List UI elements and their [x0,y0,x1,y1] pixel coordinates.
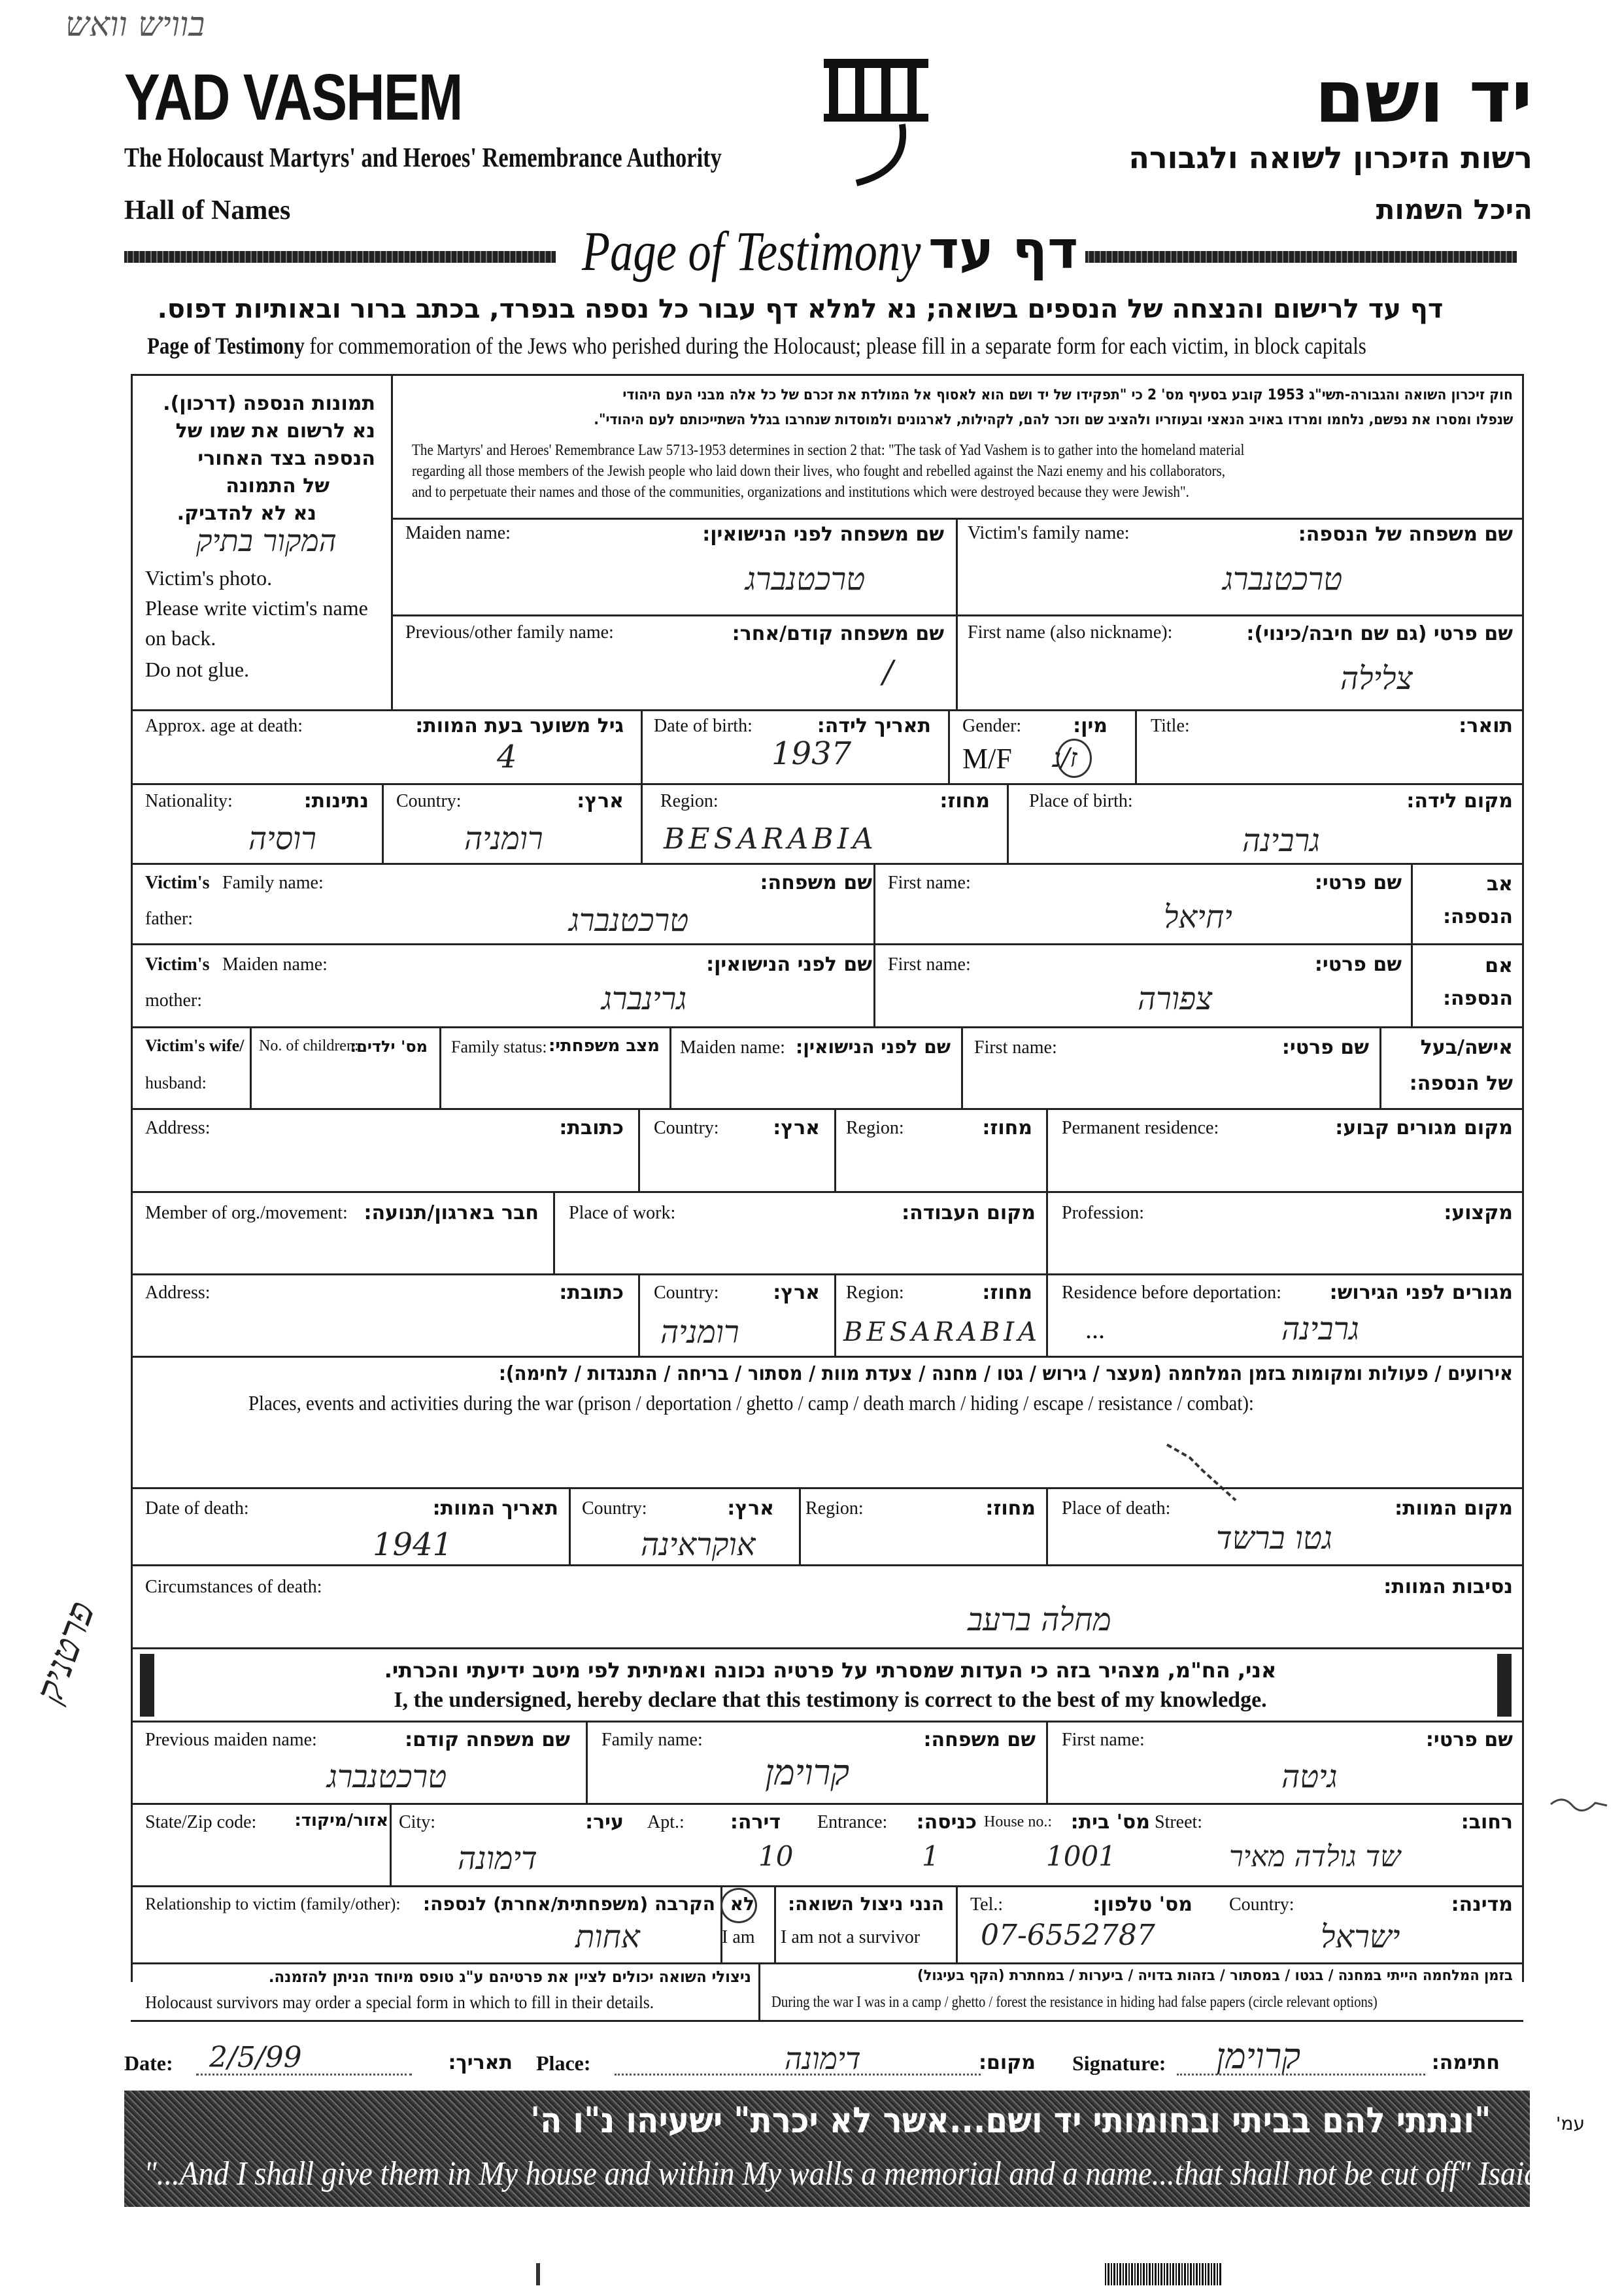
zip-label-he: אזור/מיקוד: [294,1811,388,1830]
law-he-1: חוק זיכרון השואה והגבורה-תשי"ג 1953 קובע בסעיף מס' 2 כי "תפקידו של יד ושם הוא לאסוף אל המולדת את זכרם של כל אלה מבני העם היהודי [622,387,1513,403]
spouse-first-label-he: שם פרטי: [1281,1036,1369,1059]
org-subtitle-he: רשות הזיכרון לשואה ולגבורה [1128,140,1532,175]
house-no-label: House no.: [984,1813,1052,1830]
col-divider [641,709,643,784]
bottom-mark-icon [536,2263,540,2285]
first-name-nick-label-he: שם פרטי (גם שם חיבה/כינוי): [1246,622,1513,645]
circ-value[interactable]: מחלה ברעב [968,1602,1111,1638]
relationship-value[interactable]: אחות [575,1919,640,1955]
father-family-label: Family name: [222,873,324,893]
form-top-border [131,374,1523,376]
dob-label: Date of birth: [654,716,753,736]
father-label: father: [145,909,194,929]
circ-label-he: נסיבות המוות: [1383,1575,1513,1598]
spouse-maiden-label-he: שם לפני הנישואין: [796,1036,951,1058]
res-address-label: Address: [145,1283,211,1303]
col-divider [873,863,875,945]
photo-en-4: Do not glue. [145,658,250,681]
sub-family-value[interactable]: קרוימן [765,1752,850,1793]
father-first-value[interactable]: יחיאל [1164,899,1232,935]
declaration-mark-right [1497,1654,1512,1717]
intro-he: דף עד לרישום והנצחה של הנספים בשואה; נא למלא דף עבור כל נספה בנפרד, בכתב ברור ובאותיות דפוס. [157,294,1444,324]
col-divider [439,1026,441,1110]
profession-label-he: מקצוע: [1444,1202,1513,1224]
children-label-he: מס' ילדים: [350,1037,428,1056]
house-no-value[interactable]: 1001 [1046,1840,1116,1872]
sub-first-label: First name: [1062,1730,1145,1750]
col-divider [250,1026,252,1110]
work-place-label-he: מקום העבודה: [902,1202,1036,1224]
mother-maiden-label-he: שם לפני הנישואין: [706,953,872,976]
mother-first-value[interactable]: צפורה [1138,981,1213,1017]
region-value[interactable]: BESARABIA [664,822,877,856]
row-divider [131,943,1523,945]
events-label-en: Places, events and activities during the war (prison / deportation / ghetto / camp / death march / hiding / escape / resistance / combat): [248,1391,1254,1415]
father-first-label-he: שם פרטי: [1314,871,1402,894]
col-divider [638,1108,640,1193]
page-title: Page of Testimony [582,220,921,282]
sub-country-label-he: מדינה: [1451,1893,1513,1916]
circ-label: Circumstances of death: [145,1577,322,1597]
pod-value[interactable]: גטו ברשד [1216,1520,1332,1556]
victim-family-label: Victim's family name: [968,523,1130,543]
row-divider [131,783,1523,785]
father-he-1: אב [1486,873,1513,896]
row-divider [131,1356,1523,1358]
photo-box-divider [391,374,393,711]
spouse-he-2: של הנספה: [1409,1072,1513,1095]
country-label-he: ארץ: [577,790,624,813]
house-no-label-he: מס' בית: [1070,1811,1150,1834]
res-region-label-he: מחוז: [982,1281,1032,1304]
res-before-prefix: ... [1085,1315,1105,1344]
footer-quote-en: "...And I shall give them in My house and within My walls a memorial and a name...that shall not be cut off" Isaiah 56:5 [144,2155,1619,2193]
photo-he-4: של התמונה [226,475,330,497]
wife-label: Victim's wife/ [145,1036,245,1055]
apt-label: Apt.: [647,1812,685,1832]
declaration-mark-left [140,1654,154,1717]
address-region-label-he: מחוז: [982,1117,1032,1139]
nationality-value[interactable]: רוסיה [248,820,316,857]
war-note-he: בזמן המלחמה הייתי במחנה / בגטו / במסתור / בזהות בדויה / ביערות / במחתרת (הקף בעיגול) [917,1968,1513,1984]
row-divider [131,1191,1523,1193]
sub-family-label: Family name: [601,1730,703,1750]
maiden-name-label-he: שם משפחה לפני הנישואין: [702,523,944,546]
city-label: City: [399,1812,436,1832]
street-value[interactable]: שד גולדה מאיר [1229,1840,1401,1874]
father-family-value[interactable]: טרכטנברג [569,902,689,939]
death-country-value[interactable]: אוקראינה [641,1526,756,1563]
place-value[interactable]: דימונה [785,2041,861,2076]
row-divider [131,1803,1523,1805]
sub-first-label-he: שם פרטי: [1425,1728,1513,1751]
col-divider [638,1273,640,1357]
signature-value[interactable]: קרוימן [1216,2036,1301,2077]
col-divider [956,518,958,616]
survivor-no-label: לא [730,1893,754,1915]
prev-maiden-label: Previous maiden name: [145,1730,317,1750]
work-place-label: Place of work: [569,1203,676,1223]
col-divider [961,1026,963,1110]
mother-first-label: First name: [888,954,971,975]
address-label-he: כתובת: [559,1117,624,1139]
col-divider [1046,1273,1048,1357]
row-divider [131,1108,1523,1110]
death-country-label-he: ארץ: [727,1497,774,1520]
prev-maiden-label-he: שם משפחה קודם: [405,1728,570,1751]
col-divider [774,1885,776,1964]
address-label: Address: [145,1118,211,1138]
col-divider [834,1273,836,1357]
org-name-he: יד ושם [1314,55,1532,139]
gender-options[interactable]: M/F [962,743,1012,775]
street-label-he: רחוב: [1461,1811,1513,1834]
mother-he-1: אם [1485,954,1513,977]
pob-label: Place of birth: [1029,791,1133,811]
photo-en-1: Victim's photo. [145,566,273,590]
apt-value[interactable]: 10 [758,1840,794,1872]
photo-en-2: Please write victim's name [145,596,368,620]
dod-label-he: תאריך המוות: [432,1497,558,1520]
dob-label-he: תאריך לידה: [817,714,931,737]
col-divider [956,614,958,711]
sub-country-label: Country: [1229,1894,1294,1915]
zip-label: State/Zip code: [145,1812,257,1832]
photo-he-2: נא לרשום את שמו של [175,420,375,443]
hall-label: Hall of Names [124,195,291,226]
profession-label: Profession: [1062,1203,1144,1223]
form-left-border [131,374,133,1982]
signature-line [1177,2074,1425,2076]
res-address-label-he: כתובת: [559,1281,624,1304]
law-he-2: שנפלו ומסרו את נפשם, נלחמו ומרדו באויב הנאצי ובעוזריו ולהציב שם וזכר להם, לקהילות, לארגונים ולמוסדות שנחרבו בגלל השתייכותם לעם היהודי". [593,412,1513,428]
events-stroke-icon [1164,1438,1242,1504]
declaration-he: אני, הח"מ, מצהיר בזה כי העדות שמסרתי על פרטיה נכונה ואמיתית לפי מיטב ידיעתי והכרתי. [384,1658,1277,1683]
date-label-he: תאריך: [448,2051,513,2074]
dod-value[interactable]: 1941 [373,1526,453,1563]
date-line [196,2074,412,2076]
age-label: Approx. age at death: [145,716,303,736]
title-label-he: תואר: [1459,714,1513,737]
address-country-label-he: ארץ: [773,1117,820,1139]
pob-label-he: מקום לידה: [1406,790,1513,813]
survivors-note-en: Holocaust survivors may order a special form in which to fill in their details. [145,1992,654,2012]
col-divider [956,1885,958,1964]
pob-value[interactable]: גרבינה [1242,822,1320,859]
father-victims-label: Victim's [145,873,210,893]
col-divider [553,1191,555,1275]
prev-family-value[interactable]: / [883,654,894,690]
dod-label: Date of death: [145,1498,249,1519]
mother-label: mother: [145,990,203,1011]
col-divider [1046,1108,1048,1193]
photo-he-1: תמונות הנספה (דרכון). [163,392,375,415]
death-country-label: Country: [582,1498,647,1519]
entrance-value[interactable]: 1 [922,1840,939,1872]
father-family-label-he: שם משפחה: [760,871,872,894]
page-title-he: דף עד [928,220,1079,280]
date-label: Date: [124,2051,173,2075]
hall-label-he: היכל השמות [1376,193,1532,226]
col-divider [1411,943,1413,1028]
photo-en-3: on back. [145,626,216,650]
gender-label-he: מין: [1073,714,1108,737]
spouse-first-label: First name: [974,1037,1057,1058]
spouse-he-1: אישה/בעל [1420,1036,1513,1059]
footer-corner-note: עמ' [1555,2113,1585,2134]
res-country-label-he: ארץ: [773,1281,820,1304]
res-before-label: Residence before deportation: [1062,1283,1281,1303]
row-divider [131,1273,1523,1275]
family-status-label: Family status: [451,1037,547,1056]
gender-circled[interactable] [1053,739,1125,775]
col-divider [948,709,950,784]
place-label-he: מקום: [979,2051,1036,2074]
row-divider [131,1564,1523,1566]
res-region-label: Region: [846,1283,904,1303]
mother-maiden-value[interactable]: גרינברג [601,981,687,1017]
first-name-value[interactable]: צלילה [1340,660,1413,697]
declaration-en: I, the undersigned, hereby declare that this testimony is correct to the best of my knowledge. [394,1688,1267,1712]
relationship-label: Relationship to victim (family/other): [145,1894,401,1913]
sub-first-value[interactable]: גיטה [1281,1758,1338,1795]
prev-family-label-he: שם משפחה קודם/אחר: [732,622,944,645]
member-org-label-he: חבר בארגון/תנועה: [364,1202,539,1224]
death-region-label: Region: [805,1498,864,1519]
col-divider [834,1108,836,1193]
col-divider [1411,863,1413,945]
col-divider [1046,1487,1048,1566]
col-divider [586,1721,588,1804]
row-divider [131,1647,1523,1649]
col-divider [873,943,875,1028]
tel-label-he: מס' טלפון: [1092,1893,1193,1916]
row-divider [131,709,1523,711]
victim-family-value[interactable]: טרכטנברג [1223,561,1343,597]
signature-label-he: חתימה: [1431,2051,1500,2074]
father-first-label: First name: [888,873,971,893]
title-label: Title: [1151,716,1190,736]
logo-icon [811,52,941,190]
father-he-2: הנספה: [1443,905,1513,928]
place-line [615,2074,981,2076]
intro-en-bold: Page of Testimony [147,333,305,359]
sub-country-value[interactable]: ישראל [1321,1919,1400,1955]
form-bottom-border [131,2020,1523,2022]
tel-label: Tel.: [970,1894,1004,1915]
city-value[interactable]: דימונה [458,1840,537,1877]
col-divider [641,783,643,865]
member-org-label: Member of org./movement: [145,1203,348,1223]
city-label-he: עיר: [585,1811,624,1834]
mother-he-2: הנספה: [1443,987,1513,1010]
row-divider [131,1026,1523,1028]
death-region-label-he: מחוז: [985,1497,1036,1520]
spouse-maiden-label: Maiden name: [680,1037,785,1058]
husband-label: husband: [145,1073,207,1092]
law-en-2: regarding all those members of the Jewish people who laid down their lives, who fought and rebelled against the Nazi enemy and his collaborators, [412,463,1225,480]
col-divider [1046,1191,1048,1275]
nationality-label: Nationality: [145,791,233,811]
row-divider [131,1962,1523,1964]
col-divider [382,783,384,865]
pod-label-he: מקום המוות: [1395,1497,1513,1520]
col-divider [758,1962,760,2020]
victim-family-label-he: שם משפחה של הנספה: [1298,523,1513,546]
sub-family-label-he: שם משפחה: [923,1728,1036,1751]
res-region-value[interactable]: BESARABIA [843,1317,1041,1347]
survivor-label-he: הנני ניצול השואה: [787,1893,944,1915]
footer-quote-he: "ונתתי להם בביתי ובחומותי יד ושם...אשר לא יכרת" ישעיהו נ"ו ה' [530,2100,1491,2141]
col-divider [569,1487,571,1566]
region-label: Region: [660,791,719,811]
survivors-note-he: ניצולי השואה יכולים לציין את פרטיהם ע"ג טופס מיוחד הניתן להזמנה. [268,1968,751,1986]
gender-circled-value: ז/נ [1053,743,1077,773]
photo-he-3: הנספה בצד האחורי [197,447,375,470]
col-divider [1046,1721,1048,1804]
col-divider [1135,709,1137,784]
date-value[interactable]: 2/5/99 [209,2041,302,2074]
place-label: Place: [536,2051,591,2075]
res-before-label-he: מגורים לפני הגירוש: [1329,1281,1513,1304]
mother-victims-label: Victim's [145,954,210,975]
intro-en-text: for commemoration of the Jews who perished during the Holocaust; please fill in a separate form for each victim, in block capitals [304,333,1366,359]
maiden-name-label: Maiden name: [405,523,511,543]
org-subtitle: The Holocaust Martyrs' and Heroes' Remembrance Authority [124,143,722,173]
col-divider [669,1026,671,1110]
entrance-label: Entrance: [817,1812,888,1832]
family-status-label-he: מצב משפחתי: [548,1036,660,1056]
side-note: פרטניק [26,1595,104,1709]
nationality-label-he: נתינות: [303,790,369,813]
i-am-label: I am [722,1927,755,1947]
photo-he-5: נא לא להדביק. [177,502,316,525]
events-label-he: אירועים / פעולות ומקומות בזמן המלחמה (מעצר / גירוש / גטו / מחנה / צעדת מוות / מסתור / בריחה / התנגדות / לחימה): [498,1362,1513,1385]
title-bar-right [1085,251,1517,263]
country-value[interactable]: רומניה [464,820,543,857]
mother-first-label-he: שם פרטי: [1314,953,1402,976]
perm-res-label: Permanent residence: [1062,1118,1219,1138]
res-country-label: Country: [654,1283,719,1303]
row-divider [131,1885,1523,1887]
intro-en [147,332,1366,360]
war-note-en: During the war I was in a camp / ghetto / forest the resistance in hiding had false papers (circle relevant options) [771,1994,1378,2011]
prev-maiden-value[interactable]: טרכטנברג [327,1758,447,1795]
entrance-label-he: כניסה: [916,1811,977,1834]
col-divider [390,1803,392,1887]
region-label-he: מחוז: [939,790,990,813]
not-survivor-label: I am not a survivor [781,1927,921,1947]
age-value[interactable]: 4 [497,739,517,775]
dob-value[interactable]: 1937 [771,735,852,772]
title-bar-left [124,251,556,263]
signature-label: Signature: [1072,2051,1166,2075]
row-divider [131,1721,1523,1723]
pod-label: Place of death: [1062,1498,1171,1519]
age-label-he: גיל משוער בעת המוות: [415,714,624,737]
country-label: Country: [396,791,462,811]
law-en-3: and to perpetuate their names and those of the communities, organizations and institutions which were destroyed because they were Jewish". [412,484,1189,501]
gender-label: Gender: [962,716,1022,736]
first-name-nick-label: First name (also nickname): [968,622,1173,643]
address-region-label: Region: [846,1118,904,1138]
org-name: YAD VASHEM [124,61,462,134]
res-before-value[interactable]: גרבינה [1281,1311,1359,1347]
col-divider [799,1487,801,1566]
res-country-value[interactable]: רומניה [660,1314,739,1351]
street-label: Street: [1155,1812,1203,1832]
photo-scribble: המקור בתיק [196,523,337,558]
tel-value[interactable]: 07-6552787 [981,1919,1155,1952]
perm-res-label-he: מקום מגורים קבוע: [1335,1117,1513,1139]
prev-family-label: Previous/other family name: [405,622,614,643]
address-country-label: Country: [654,1118,719,1138]
children-label: No. of children: [259,1037,359,1054]
row-divider [131,863,1523,865]
bottom-barcode-icon [1105,2263,1223,2285]
margin-scribble-icon [1549,1791,1608,1817]
apt-label-he: דירה: [730,1811,781,1834]
law-en-1: The Martyrs' and Heroes' Remembrance Law 5713-1953 determines in section 2 that: "The task of Yad Vashem is to gather into the homeland material [412,442,1245,459]
relationship-label-he: הקרבה (משפחתית/אחרת) לנספה: [422,1893,715,1915]
header-scribble: בוויש וואש [65,5,205,44]
row-divider [131,1487,1523,1489]
col-divider [1007,783,1009,865]
form-right-border [1522,374,1524,1982]
col-divider [1379,1026,1381,1110]
mother-maiden-label: Maiden name: [222,954,328,975]
maiden-name-value[interactable]: טרכטנברג [745,561,866,597]
